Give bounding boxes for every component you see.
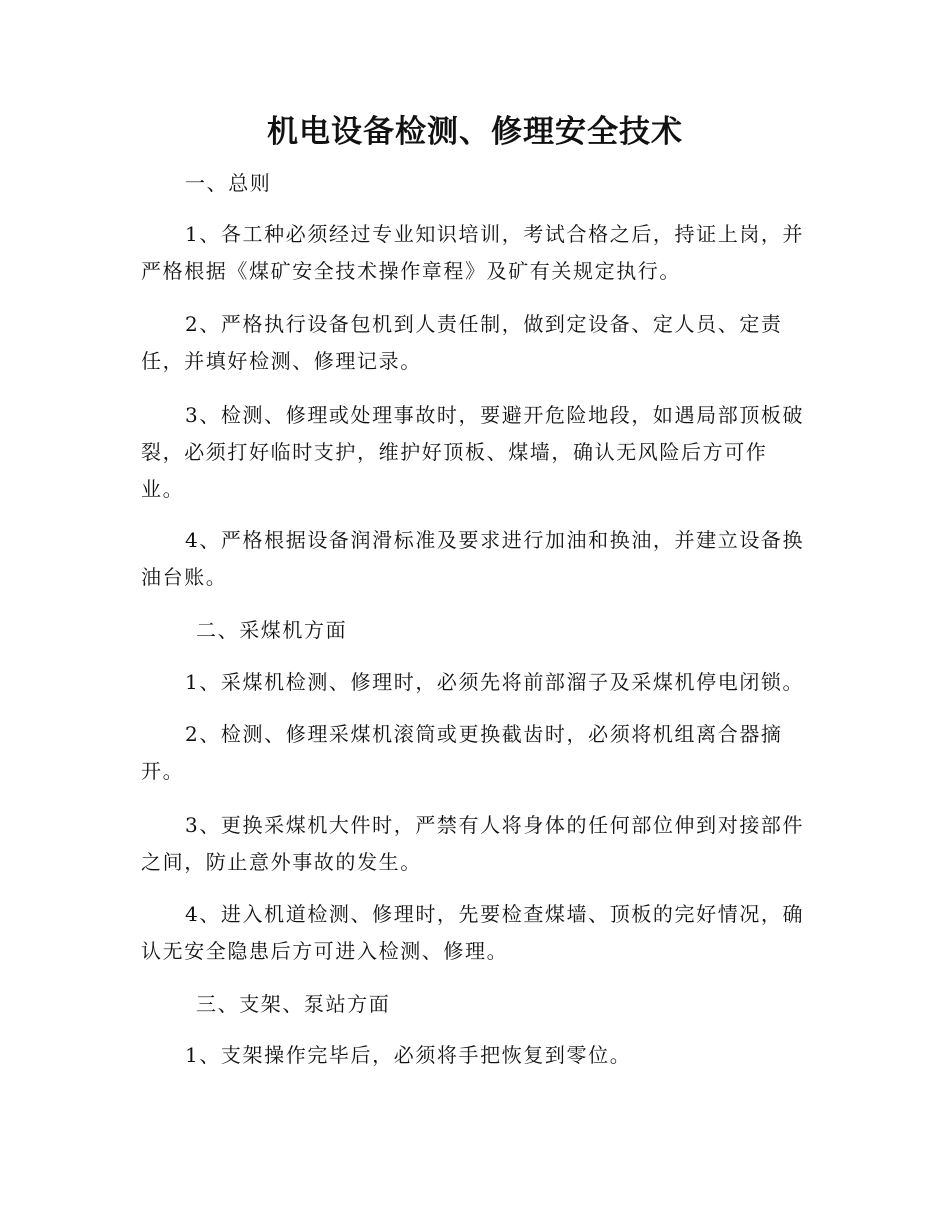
paragraph: 1、支架操作完毕后，必须将手把恢复到零位。: [185, 1043, 632, 1067]
paragraph: 4、严格根据设备润滑标准及要求进行加油和换油，并建立设备换油台账。: [141, 528, 805, 589]
paragraph: 1、各工种必须经过专业知识培训，考试合格之后，持证上岗，并严格根据《煤矿安全技术操作章程》及矿有关规定执行。: [141, 222, 805, 283]
paragraph: 2、严格执行设备包机到人责任制，做到定设备、定人员、定责任，并填好检测、修理记录。: [141, 312, 783, 373]
paragraph: 3、检测、修理或处理事故时，要避开危险地段，如遇局部顶板破裂，必须打好临时支护，维护好顶板、煤墙，确认无风险后方可作业。: [141, 403, 805, 501]
section-heading: 一、总则: [185, 171, 272, 195]
paragraph: 4、进入机道检测、修理时，先要检查煤墙、顶板的完好情况，确认无安全隐患后方可进入检测、修理。: [141, 902, 805, 963]
paragraph: 2、检测、修理采煤机滚筒或更换截齿时，必须将机组离合器摘开。: [141, 722, 783, 783]
section-heading: 二、采煤机方面: [196, 618, 348, 642]
document-title: 机电设备检测、修理安全技术: [267, 114, 683, 150]
paragraph: 1、采煤机检测、修理时，必须先将前部溜子及采煤机停电闭锁。: [185, 670, 805, 694]
paragraph: 3、更换采煤机大件时，严禁有人将身体的任何部位伸到对接部件之间，防止意外事故的发生。: [141, 813, 805, 874]
section-heading: 三、支架、泵站方面: [196, 992, 391, 1016]
